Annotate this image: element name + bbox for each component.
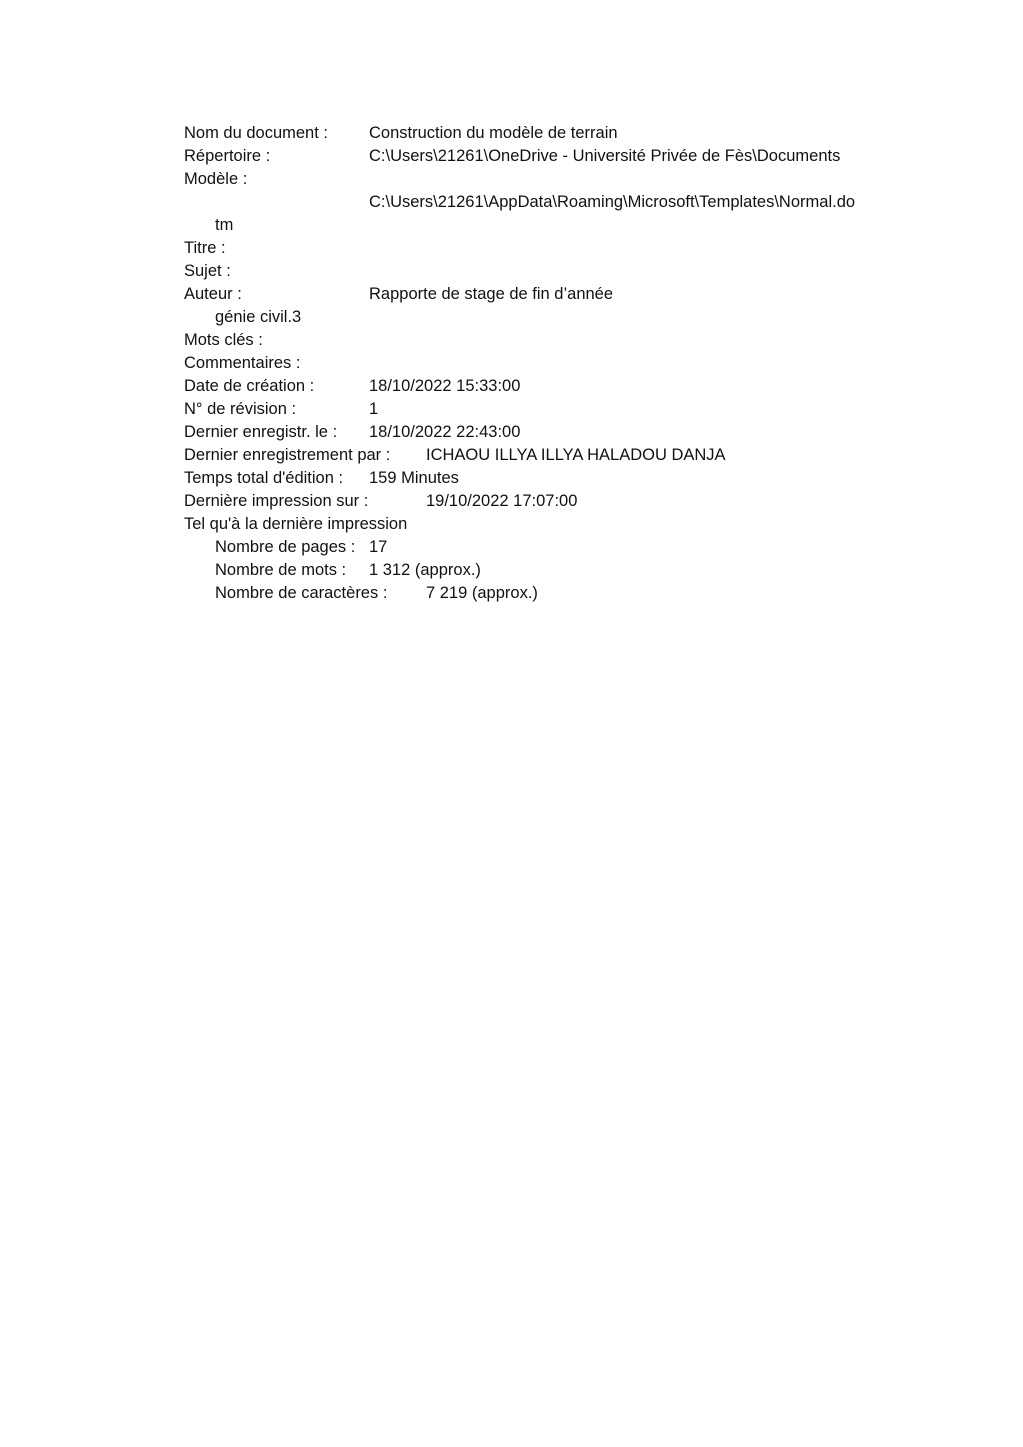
author-label: Auteur : bbox=[184, 285, 242, 303]
char-count-value: 7 219 (approx.) bbox=[426, 584, 538, 602]
edit-time-label: Temps total d'édition : bbox=[184, 469, 344, 487]
comments-label: Commentaires : bbox=[184, 354, 301, 372]
directory-value: C:\Users\21261\OneDrive - Université Privée de Fès\Documents bbox=[369, 147, 841, 165]
last-saved-by-value: ICHAOU ILLYA ILLYA HALADOU DANJA bbox=[426, 446, 726, 464]
doc-name-label: Nom du document : bbox=[184, 124, 328, 142]
subject-label: Sujet : bbox=[184, 262, 231, 280]
last-saved-label: Dernier enregistr. le : bbox=[184, 423, 338, 441]
char-count-label: Nombre de caractères : bbox=[215, 584, 388, 602]
template-value: C:\Users\21261\AppData\Roaming\Microsoft\Templates\Normal.do bbox=[369, 193, 856, 211]
author-value-continued: génie civil.3 bbox=[215, 308, 302, 326]
title-label: Titre : bbox=[184, 239, 226, 257]
last-printed-label: Dernière impression sur : bbox=[184, 492, 369, 510]
page-count-value: 17 bbox=[369, 538, 388, 556]
keywords-label: Mots clés : bbox=[184, 331, 263, 349]
word-count-label: Nombre de mots : bbox=[215, 561, 347, 579]
directory-label: Répertoire : bbox=[184, 147, 271, 165]
doc-name-value: Construction du modèle de terrain bbox=[369, 124, 618, 142]
author-value: Rapporte de stage de fin d’année bbox=[369, 285, 614, 303]
edit-time-value: 159 Minutes bbox=[369, 469, 459, 487]
revision-label: N° de révision : bbox=[184, 400, 297, 418]
revision-value: 1 bbox=[369, 400, 379, 418]
word-count-value: 1 312 (approx.) bbox=[369, 561, 481, 579]
template-value-continued: tm bbox=[215, 216, 234, 234]
page-count-label: Nombre de pages : bbox=[215, 538, 356, 556]
last-saved-value: 18/10/2022 22:43:00 bbox=[369, 423, 521, 441]
created-value: 18/10/2022 15:33:00 bbox=[369, 377, 521, 395]
created-label: Date de création : bbox=[184, 377, 315, 395]
template-label: Modèle : bbox=[184, 170, 248, 188]
last-saved-by-label: Dernier enregistrement par : bbox=[184, 446, 391, 464]
as-printed-heading: Tel qu'à la dernière impression bbox=[184, 515, 408, 533]
last-printed-value: 19/10/2022 17:07:00 bbox=[426, 492, 578, 510]
